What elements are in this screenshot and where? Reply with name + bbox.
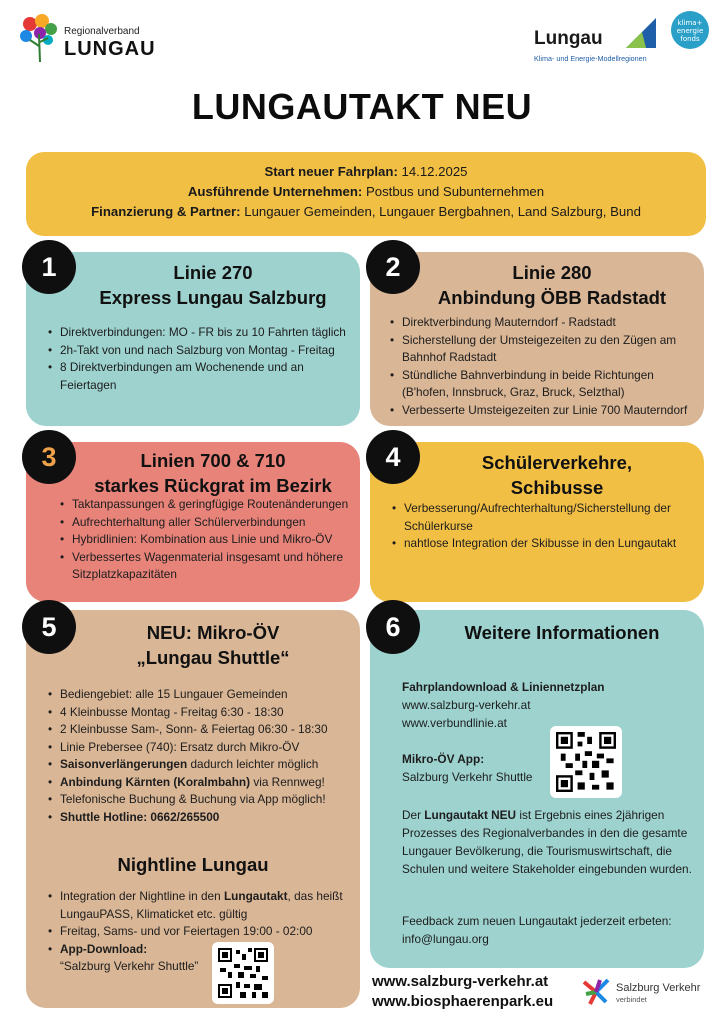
list-item: • nahtlose Integration der Skibusse in den Lungautakt <box>392 535 696 553</box>
bold-text: Fahrplandownload & Liniennetzplan <box>402 680 605 694</box>
info-row-companies <box>26 182 706 202</box>
number-badge-1: 1 <box>22 240 76 294</box>
fonds-text-3: fonds <box>680 35 700 43</box>
card-schuelerverkehre <box>370 442 704 602</box>
card-title-line: Schülerverkehre, <box>481 452 633 473</box>
list-item: • Sicherstellung der Umsteigezeiten zu den Zügen am Bahnhof Radstadt <box>390 332 696 367</box>
kem-mark-icon <box>622 14 658 50</box>
email-link[interactable]: info@lungau.org <box>402 932 489 946</box>
list-item: • Freitag, Sams- und vor Feiertagen 19:00 - 02:00 <box>48 923 354 941</box>
feedback-section <box>402 912 698 948</box>
salzburg-verkehr-mark-icon <box>580 976 612 1008</box>
list-item: • 8 Direktverbindungen am Wochenende und an Feiertagen <box>48 359 348 394</box>
link-salzburg-verkehr[interactable]: www.salzburg-verkehr.at <box>402 698 531 712</box>
card-title <box>400 260 704 310</box>
bullet-list <box>48 686 354 826</box>
info-row-financing <box>26 202 706 222</box>
card-title <box>66 448 360 498</box>
card-title-line: Anbindung ÖBB Radstadt <box>437 287 667 308</box>
qr-code-icon <box>218 948 268 998</box>
bold-text: Lungautakt NEU <box>424 808 517 822</box>
footer-links <box>372 972 553 1012</box>
number-badge-4: 4 <box>366 430 420 484</box>
card-linie-280 <box>370 252 704 426</box>
card-linie-270 <box>26 252 360 426</box>
feedback-text: Feedback zum neuen Lungautakt jederzeit erbeten: <box>402 914 672 928</box>
list-item: • 2h-Takt von und nach Salzburg von Montag - Freitag <box>48 342 348 360</box>
card-title <box>66 620 360 670</box>
sv-sub: verbindet <box>616 995 647 1004</box>
card-title <box>66 260 360 310</box>
download-title <box>402 678 692 696</box>
shuttle-hotline: Shuttle Hotline: 0662/265500 <box>60 809 220 824</box>
card-title-line: „Lungau Shuttle“ <box>136 647 290 668</box>
list-item: • Hybridlinien: Kombination aus Linie und Mikro-ÖV <box>60 531 350 549</box>
list-item <box>48 809 354 827</box>
para-text: ist Ergebnis eines 2jährigen Prozesses des Regionalverbandes in den die gesamte Lungauer Bevölkerung, die Tourismuswirtschaft, die Schulen und weitere Stakeholder eingebunden wurden. <box>402 808 692 876</box>
card-linien-700-710 <box>26 442 360 602</box>
project-paragraph <box>402 806 698 878</box>
klima-modellregion-logo <box>534 8 714 66</box>
regionalverband-logo <box>18 12 168 68</box>
list-item <box>48 756 354 774</box>
number-badge-2: 2 <box>366 240 420 294</box>
list-item: • Verbesserung/Aufrechterhaltung/Sicherstellung der Schülerkurse <box>392 500 696 535</box>
card-title-line: Schibusse <box>510 477 604 498</box>
list-item: • 2 Kleinbusse Sam-, Sonn- & Feiertag 06:30 - 18:30 <box>48 721 354 739</box>
list-item: • Bediengebiet: alle 15 Lungauer Gemeinden <box>48 686 354 704</box>
list-item: • Verbessertes Wagenmaterial insgesamt und höhere Sitzplatzkapazitäten <box>60 549 350 584</box>
list-item <box>48 888 354 923</box>
salzburg-verkehr-logo <box>580 974 710 1014</box>
klima-energie-fonds-logo <box>670 10 710 50</box>
card-title: Weitere Informationen <box>464 622 660 643</box>
bullet-list <box>390 314 696 419</box>
link-verbundlinie[interactable]: www.verbundlinie.at <box>402 716 507 730</box>
lungau-logo-name: Lungau <box>534 28 603 49</box>
item-text: dadurch leichter möglich <box>187 757 319 771</box>
card-title-line: NEU: Mikro-ÖV <box>146 622 280 643</box>
sv-name: Salzburg Verkehr <box>616 982 701 994</box>
list-item: • Direktverbindung Mauterndorf - Radstadt <box>390 314 696 332</box>
card-title-line: Linien 700 & 710 <box>140 450 286 471</box>
bullet-list <box>392 500 696 553</box>
bullet-list <box>60 496 350 584</box>
item-text: , das heißt LungauPASS, Klimaticket etc. gültig <box>60 889 343 921</box>
card-title-line: starkes Rückgrat im Bezirk <box>94 475 332 496</box>
list-item: • Direktverbindungen: MO - FR bis zu 10 Fahrten täglich <box>48 324 348 342</box>
logo-big-text: LUNGAU <box>64 38 156 60</box>
card-title <box>410 450 704 500</box>
app-section <box>402 750 562 786</box>
number-badge-3: 3 <box>22 430 76 484</box>
list-item: • Linie Prebersee (740): Ersatz durch Mikro-ÖV <box>48 739 354 757</box>
info-label: Ausführende Unternehmen: <box>187 184 363 199</box>
bullet-list <box>48 324 348 394</box>
footer-link-biosphaerenpark[interactable]: www.biosphaerenpark.eu <box>372 993 554 1010</box>
qr-code-shuttle-app[interactable] <box>212 942 274 1004</box>
bold-text: Lungautakt <box>223 889 288 903</box>
item-text: Integration der Nightline in den <box>60 889 224 903</box>
page-title: LUNGAUTAKT NEU <box>191 86 533 127</box>
tree-logo-icon <box>18 12 60 64</box>
fonds-text-2: energie <box>676 27 704 35</box>
footer-link-salzburg-verkehr[interactable]: www.salzburg-verkehr.at <box>372 973 549 990</box>
bold-text: Mikro-ÖV App: <box>402 752 485 766</box>
info-value: Lungauer Gemeinden, Lungauer Bergbahnen, Land Salzburg, Bund <box>240 204 641 219</box>
app-download-label: App-Download: <box>60 941 148 956</box>
card-mikro-oev <box>26 610 360 1008</box>
list-item: • Taktanpassungen & geringfügige Routenänderungen <box>60 496 350 514</box>
nightline-list <box>48 888 354 976</box>
app-title <box>402 750 562 768</box>
qr-code-mikro-oev-app[interactable] <box>550 726 622 798</box>
list-item: • Stündliche Bahnverbindung in beide Richtungen (B'hofen, Innsbruck, Graz, Bruck, Selzthal) <box>390 367 696 402</box>
number-badge-5: 5 <box>22 600 76 654</box>
info-bar <box>26 152 706 236</box>
info-value: Postbus und Subunternehmen <box>362 184 545 199</box>
qr-code-icon <box>556 732 616 792</box>
info-label: Finanzierung & Partner: <box>91 204 241 219</box>
item-text: via Rennweg! <box>250 774 325 789</box>
card-title-line: Linie 270 <box>173 262 253 283</box>
para-text: Der <box>402 808 425 822</box>
download-section <box>402 678 692 732</box>
fonds-text-1: klima+ <box>677 19 703 27</box>
list-item <box>48 774 354 792</box>
bold-text: Saisonverlängerungen <box>60 757 188 771</box>
bold-text: Anbindung Kärnten (Koralmbahn) <box>60 774 251 789</box>
app-name: “Salzburg Verkehr Shuttle” <box>60 959 199 973</box>
nightline-title: Nightline Lungau <box>117 854 269 875</box>
list-item <box>48 941 354 976</box>
card-title-line: Express Lungau Salzburg <box>99 287 327 308</box>
list-item: • Verbesserte Umsteigezeiten zur Linie 700 Mauterndorf <box>390 402 696 420</box>
number-badge-6: 6 <box>366 600 420 654</box>
info-label: Start neuer Fahrplan: <box>264 164 398 179</box>
list-item: • Aufrechterhaltung aller Schülerverbindungen <box>60 514 350 532</box>
info-row-start <box>26 162 706 182</box>
app-name: Salzburg Verkehr Shuttle <box>402 770 533 784</box>
card-title-line: Linie 280 <box>512 262 592 283</box>
logo-small-text: Regionalverband <box>64 26 140 37</box>
kem-subtitle: Klima- und Energie-Modellregionen <box>534 54 647 63</box>
card-weitere-informationen <box>370 610 704 968</box>
list-item: • 4 Kleinbusse Montag - Freitag 6:30 - 18:30 <box>48 704 354 722</box>
list-item: • Telefonische Buchung & Buchung via App möglich! <box>48 791 354 809</box>
info-value: 14.12.2025 <box>397 164 468 179</box>
